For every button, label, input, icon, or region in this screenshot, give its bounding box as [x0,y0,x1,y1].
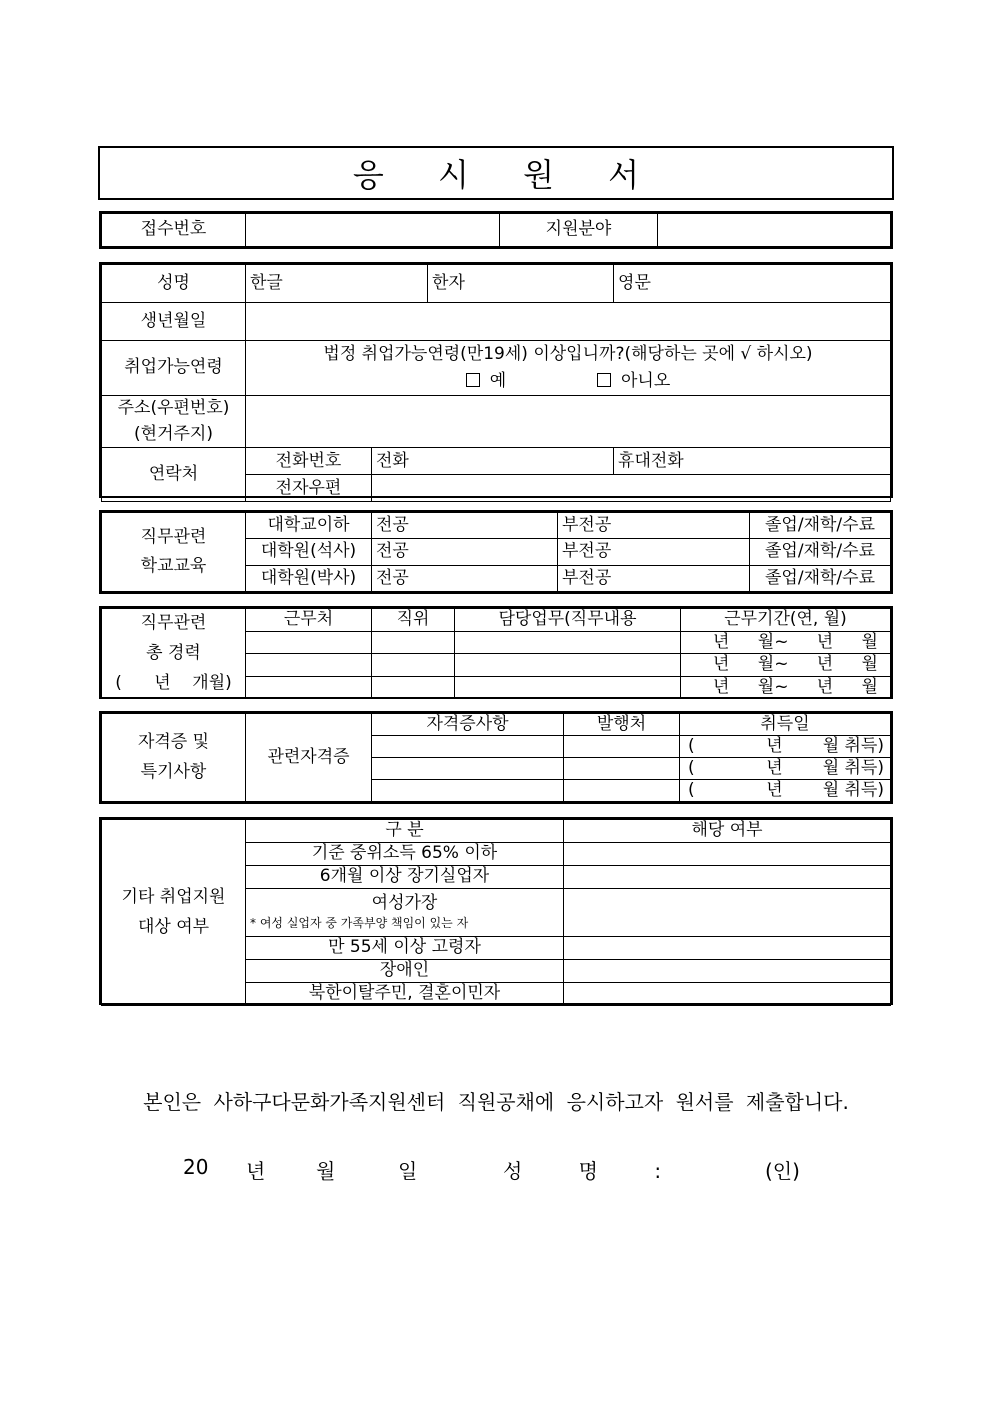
english-label: 영문 [618,272,651,293]
certificate-table [99,711,893,804]
cert-name[interactable] [372,780,564,802]
career-workplace[interactable] [246,676,372,699]
seal-label[interactable]: (인) [765,1159,800,1183]
career-header: 근무처 [246,609,372,632]
name-english-field[interactable] [614,265,891,303]
cert-issuer[interactable] [564,780,680,802]
support-item-female: 여성가장 * 여성 실업자 중 가족부양 책임이 있는 자 [246,889,564,937]
support-item: 만 55세 이상 고령자 [246,937,564,960]
support-check[interactable] [564,889,891,937]
support-item: 북한이탈주민, 결혼이민자 [246,983,564,1006]
support-check[interactable] [564,960,891,983]
korean-label: 한글 [250,272,283,293]
edu-major[interactable]: 전공 [372,565,558,591]
cert-name[interactable] [372,758,564,780]
email-field[interactable] [372,475,891,502]
personal-info-table [99,262,893,498]
edu-minor[interactable]: 부전공 [558,513,750,539]
support-item: 기준 중위소득 65% 이하 [246,843,564,866]
phone-no-label: 전화번호 [246,448,372,475]
support-check[interactable] [564,866,891,889]
checkbox-icon [466,373,480,387]
edu-level: 대학원(석사) [246,539,372,565]
cert-name[interactable] [372,736,564,758]
age-question: 법정 취업가능연령(만19세) 이상입니까?(해당하는 곳에 √ 하시오) [323,344,813,364]
edu-status[interactable]: 졸업/재학/수료 [750,539,891,565]
birth-field[interactable] [246,303,891,341]
contact-label: 연락처 [102,448,246,502]
support-header-category: 구 분 [246,820,564,843]
email-label: 전자우편 [246,475,372,502]
career-workplace[interactable] [246,654,372,677]
female-note: * 여성 실업자 중 가족부양 책임이 있는 자 [250,916,469,931]
career-period[interactable]: 년 월~ 년 월 [681,631,891,654]
certificate-label: 자격증 및 특기사항 [102,714,246,802]
edu-major[interactable]: 전공 [372,513,558,539]
career-position[interactable] [372,654,455,677]
career-header: 근무기간(연, 월) [681,609,891,632]
education-table [99,510,893,594]
reception-table [99,211,893,249]
career-duty[interactable] [455,654,681,677]
age-label: 취업가능연령 [102,341,246,396]
birth-label: 생년월일 [102,303,246,341]
yes-option[interactable]: 예 [466,371,506,391]
education-label: 직무관련 학교교육 [102,513,246,592]
edu-minor[interactable]: 부전공 [558,565,750,591]
cert-date[interactable]: ( 년 월 취득) [680,736,891,758]
support-check[interactable] [564,843,891,866]
mobile-label: 휴대전화 [618,450,684,471]
career-period[interactable]: 년 월~ 년 월 [681,654,891,677]
address-field[interactable] [246,396,891,448]
name-korean-field[interactable] [246,265,428,303]
career-position[interactable] [372,676,455,699]
career-period[interactable]: 년 월~ 년 월 [681,676,891,699]
receipt-no-field[interactable] [246,214,500,247]
career-position[interactable] [372,631,455,654]
cert-header: 발행처 [564,714,680,736]
edu-level: 대학교이하 [246,513,372,539]
hanja-label: 한자 [432,272,465,293]
cert-date[interactable]: ( 년 월 취득) [680,780,891,802]
edu-status[interactable]: 졸업/재학/수료 [750,513,891,539]
career-duty[interactable] [455,631,681,654]
cert-header: 취득일 [680,714,891,736]
cert-issuer[interactable] [564,736,680,758]
signature-name-label: 성 명 : [503,1159,662,1183]
name-hanja-field[interactable] [428,265,614,303]
year-label: 년 [246,1159,266,1183]
career-header: 담당업무(직무내용 [455,609,681,632]
support-item: 장애인 [246,960,564,983]
edu-level: 대학원(박사) [246,565,372,591]
no-option[interactable]: 아니오 [597,371,670,391]
address-label: 주소(우편번호) (현거주지) [102,396,246,448]
career-header: 직위 [372,609,455,632]
mobile-field[interactable] [614,448,891,475]
page-title: 응 시 원 서 [98,146,894,200]
support-table [99,817,893,1005]
year-prefix: 20 [183,1155,209,1179]
support-header-applicable: 해당 여부 [564,820,891,843]
cert-date[interactable]: ( 년 월 취득) [680,758,891,780]
edu-status[interactable]: 졸업/재학/수료 [750,565,891,591]
career-label: 직무관련 총 경력 ( 년 개월) [102,609,246,699]
month-label: 월 [316,1159,336,1183]
support-check[interactable] [564,983,891,1006]
career-duty[interactable] [455,676,681,699]
receipt-no-label: 접수번호 [102,214,246,247]
cert-issuer[interactable] [564,758,680,780]
application-field-label: 지원분야 [500,214,658,247]
checkbox-icon [597,373,611,387]
edu-minor[interactable]: 부전공 [558,539,750,565]
name-label: 성명 [102,265,246,303]
phone-label: 전화 [376,450,409,471]
career-table [99,606,893,699]
support-item: 6개월 이상 장기실업자 [246,866,564,889]
career-workplace[interactable] [246,631,372,654]
support-check[interactable] [564,937,891,960]
age-question-cell [246,341,891,396]
phone-field[interactable] [372,448,614,475]
edu-major[interactable]: 전공 [372,539,558,565]
cert-header: 자격증사항 [372,714,564,736]
application-field-input[interactable] [658,214,891,247]
declaration-statement: 본인은 사하구다문화가족지원센터 직원공채에 응시하고자 원서를 제출합니다. [143,1090,849,1114]
support-label: 기타 취업지원 대상 여부 [102,820,246,1006]
day-label: 일 [398,1159,418,1183]
related-cert-label: 관련자격증 [246,714,372,802]
